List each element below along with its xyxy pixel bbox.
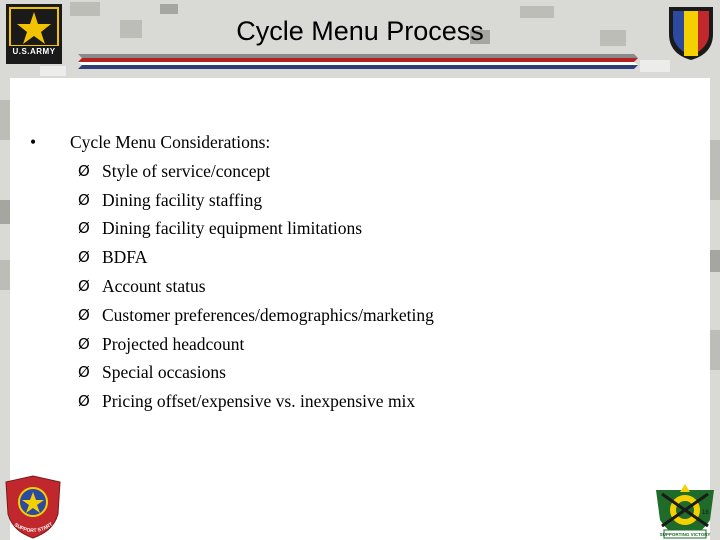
list-item [30,272,690,301]
arrow-bullet-icon: Ø [78,392,90,411]
right-insignia-text: SUPPORTING VICTORY [659,532,711,537]
list-item-text: Dining facility staffing [102,189,263,210]
bullet-icon: • [30,132,37,152]
list-item [30,358,690,387]
list-item-text: Style of service/concept [102,160,271,181]
list-item-text: Customer preferences/demographics/marketing [102,304,434,325]
list-item [30,157,690,186]
left-insignia-text: SUPPORT START [12,521,54,535]
list-item [30,186,690,215]
arrow-bullet-icon: Ø [78,190,90,209]
arrow-bullet-icon: Ø [78,334,90,353]
regimental-crest-icon [666,4,716,62]
arrow-bullet-icon: Ø [78,248,90,267]
page-number: 16 [702,510,709,516]
unit-insignia-left-icon [0,474,66,540]
slide-body [30,128,690,416]
list-item [30,330,690,359]
arrow-bullet-icon: Ø [78,276,90,295]
list-item-text: Special occasions [102,362,226,383]
arrow-bullet-icon: Ø [78,305,90,324]
list-item [30,301,690,330]
list-item-text: BDFA [102,247,148,268]
arrow-bullet-icon: Ø [78,363,90,382]
list-item-text: Dining facility equipment limitations [102,218,363,239]
title-rule [78,52,638,72]
list-item [30,387,690,416]
bullet-heading-line [30,128,690,157]
arrow-bullet-icon: Ø [78,161,90,180]
list-item-text: Account status [102,275,206,296]
list-item [30,214,690,243]
quartermaster-insignia-right-icon [650,480,720,540]
list-item-text: Projected headcount [102,333,245,354]
army-logo-text: U.S.ARMY [6,46,62,58]
arrow-bullet-icon: Ø [78,219,90,238]
list-item [30,243,690,272]
list-item-text: Pricing offset/expensive vs. inexpensive mix [102,391,416,412]
slide-title: Cycle Menu Process [236,16,484,46]
bullet-heading: Cycle Menu Considerations: [70,132,271,152]
